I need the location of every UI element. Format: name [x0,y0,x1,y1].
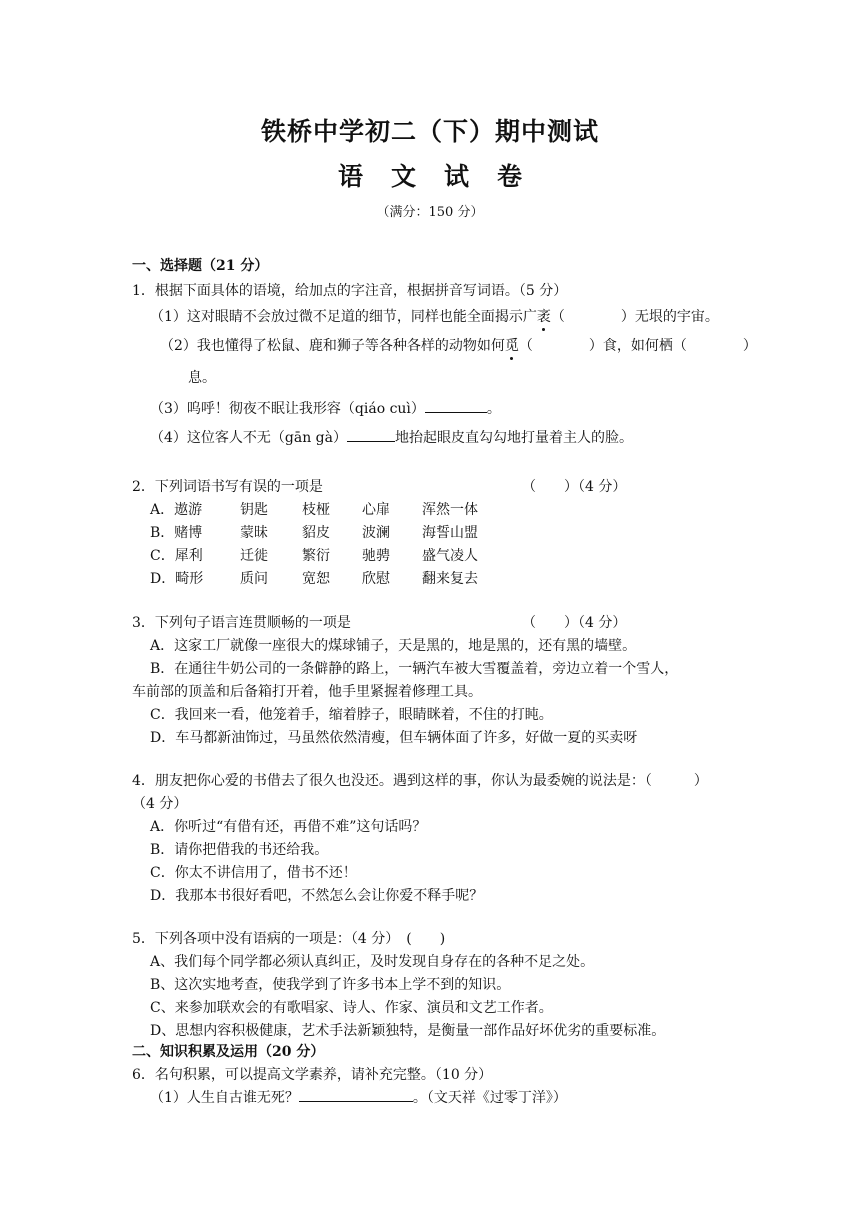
question-1-item-2-wrap: 息。 [188,370,216,386]
question-2-option-a: A．遨游 钥匙 枝桠 心扉 浑然一体 [150,502,478,518]
question-2-answer-paren[interactable]: （ ）（4 分） [522,479,627,495]
answer-blank[interactable] [347,427,395,442]
question-3-option-b-wrap: 车前部的顶盖和后备箱打开着，他手里紧握着修理工具。 [132,684,482,700]
question-2-option-c: C．犀利 迁徙 繁衍 驰骋 盛气凌人 [150,548,478,564]
question-4-stem: 4．朋友把你心爱的书借去了很久也没还。遇到这样的事，你认为最委婉的说法是：（ ） [132,773,708,789]
question-5-option-d: D、思想内容积极健康，艺术手法新颖独特，是衡量一部作品好坏优劣的重要标准。 [150,1023,666,1039]
question-4-option-b: B．请你把借我的书还给我。 [150,842,329,858]
subtitle-char: 卷 [497,162,523,191]
subtitle-char: 试 [444,162,470,191]
exam-subtitle [0,157,860,193]
subtitle-char: 语 [337,162,363,191]
answer-blank[interactable] [425,398,487,413]
question-1-item-2: （2）我也懂得了松鼠、鹿和狮子等各种各样的动物如何觅（ ）食，如何栖（ ） [160,335,757,355]
question-5-option-a: A、我们每个同学都必须认真纠正，及时发现自身存在的各种不足之处。 [150,954,595,970]
question-6-item-1: （1）人生自古谁无死？ 。（文天祥《过零丁洋》） [150,1087,567,1107]
question-2-option-d: D．畸形 质问 宽恕 欣慰 翻来复去 [150,571,478,587]
section-title: 一、选择题（21 分） [132,258,269,274]
question-4-stem-wrap: （4 分） [132,796,188,812]
question-5-option-b: B、这次实地考查，使我学到了许多书本上学不到的知识。 [150,977,511,993]
subtitle-char: 文 [390,162,416,191]
exam-title: 铁桥中学初二（下）期中测试 [260,117,599,146]
question-5-stem: 5．下列各项中没有语病的一项是：（4 分） ( ) [132,931,446,947]
question-4-option-d: D．我那本书很好看吧，不然怎么会让你爱不释手呢？ [150,888,484,904]
question-4-option-c: C．你太不讲信用了，借书不还！ [150,865,357,881]
score-note: （满分：150 分） [376,205,484,220]
question-2-stem: 2．下列词语书写有误的一项是 [132,479,323,495]
question-6-stem: 6．名句积累，可以提高文学素养，请补充完整。（10 分） [132,1067,493,1083]
question-2-option-b: B．赌博 蒙昧 貂皮 波澜 海誓山盟 [150,525,478,541]
question-3-answer-paren[interactable]: （ ）（4 分） [522,615,627,631]
question-4-option-a: A．你听过“有借有还，再借不难”这句话吗？ [150,819,427,835]
question-1-item-3: （3）呜呼！彻夜不眠让我形容（qiáo cuì） 。 [150,398,501,418]
question-3-stem: 3．下列句子语言连贯顺畅的一项是 [132,615,351,631]
section-title: 二、知识积累及运用（20 分） [132,1044,325,1060]
dotted-char: 袤 [537,306,551,326]
question-3-option-c: C．我回来一看，他笼着手，缩着脖子，眼睛眯着，不住的打盹。 [150,707,553,723]
question-3-option-d: D．车马都新油饰过，马虽然依然清瘦，但车辆体面了许多，好做一夏的买卖呀 [150,730,638,746]
question-5-option-c: C、来参加联欢会的有歌唱家、诗人、作家、演员和文艺工作者。 [150,1000,553,1016]
question-3-option-b: B．在通往牛奶公司的一条僻静的路上，一辆汽车被大雪覆盖着，旁边立着一个雪人， [150,661,679,677]
question-1-item-4: （4）这位客人不无（gān gà） 地抬起眼皮直勾勾地打量着主人的脸。 [150,427,633,447]
question-3-option-a: A．这家工厂就像一座很大的煤球铺子，天是黑的，地是黑的，还有黑的墙壁。 [150,638,637,654]
question-1-stem: 1．根据下面具体的语境，给加点的字注音，根据拼音写词语。（5 分） [132,283,568,299]
answer-blank[interactable] [299,1087,413,1102]
question-1-item-1: （1）这对眼睛不会放过微不足道的细节，同样也能全面揭示广袤（ ）无垠的宇宙。 [150,306,719,326]
dotted-char: 觅 [505,335,519,355]
